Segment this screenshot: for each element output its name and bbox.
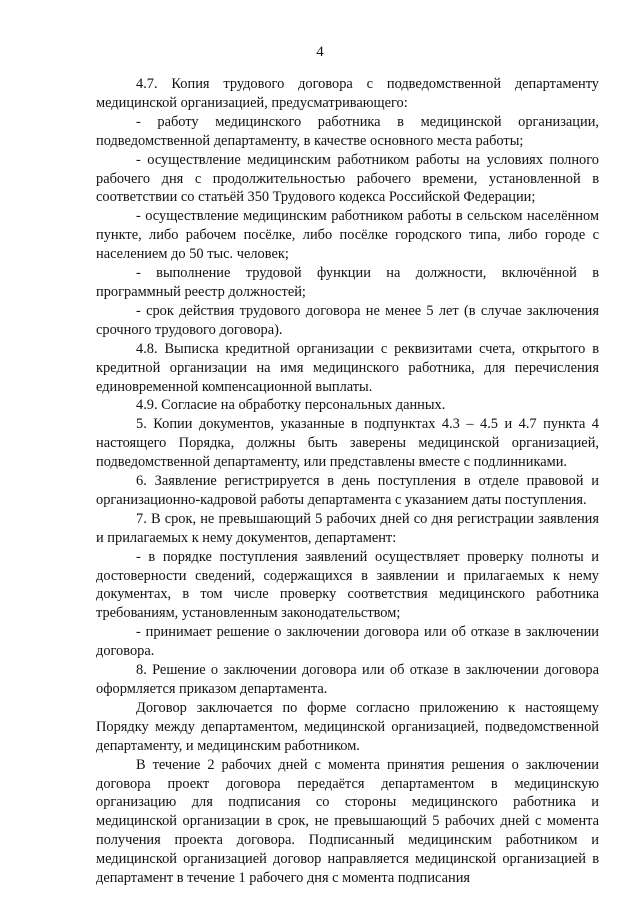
paragraph-7: 7. В срок, не превышающий 5 рабочих дней со дня регистрации заявления и прилагаемых к нему документов, департамент: (96, 510, 599, 546)
paragraph-4-8: 4.8. Выписка кредитной организации с реквизитами счета, открытого в кредитной организации на имя медицинского работника, для перечисления единовременной компенсационной выплаты. (96, 340, 599, 395)
list-item-contract-term: - срок действия трудового договора не менее 5 лет (в случае заключения срочного трудового договора). (96, 302, 599, 338)
paragraph-4-9: 4.9. Согласие на обработку персональных данных. (136, 397, 446, 414)
list-item-program-registry: - выполнение трудовой функции на должности, включённой в программный реестр должностей; (96, 265, 599, 300)
paragraph-4-7: 4.7. Копия трудового договора с подведомственной департаменту медицинской организацией, предусматривающего: (96, 76, 599, 111)
document-body (96, 75, 599, 888)
list-item-main-workplace: - работу медицинского работника в медицинской организации, подведомственной департаменту, в качестве основного места работы; (96, 113, 599, 149)
list-item-verification: - в порядке поступления заявлений осуществляет проверку полноты и достоверности сведений, содержащихся в заявлении и прилагаемых к нему документах, в том числе проверку соответствия медицинского работника требованиям, установленным законодательством; (96, 548, 599, 622)
paragraph-contract-timeline: В течение 2 рабочих дней с момента принятия решения о заключении договора проект договора передаётся департаментом в медицинскую организацию для подписания со стороны медицинского работника и медицинской организации в срок, не превышающий 5 рабочих дней с момента получения проекта договора. Подписанный медицинским работником и медицинской организацией договор направляется медицинской организацией в департамент в течение 1 рабочего дня с момента подписания (96, 756, 599, 887)
list-item-decision: - принимает решение о заключении договора или об отказе в заключении договора. (96, 624, 599, 660)
paragraph-8: 8. Решение о заключении договора или об отказе в заключении договора оформляется приказом департамента. (96, 662, 599, 697)
list-item-rural-settlement: - осуществление медицинским работником работы в сельском населённом пункте, либо рабочем посёлке, либо посёлке городского типа, либо городе с населением до 50 тыс. человек; (96, 208, 599, 263)
paragraph-contract-form: Договор заключается по форме согласно приложению к настоящему Порядку между департаментом, медицинской организацией, подведомственной департаменту, и медицинским работником. (96, 699, 599, 754)
paragraph-5: 5. Копии документов, указанные в подпунктах 4.3 – 4.5 и 4.7 пункта 4 настоящего Порядка, должны быть заверены медицинской организацией, подведомственной департаменту, или представлены вместе с подлинниками. (96, 416, 599, 471)
list-item-full-workday: - осуществление медицинским работником работы на условиях полного рабочего дня с продолжительностью рабочего времени, установленной в соответствии со статьёй 350 Трудового кодекса Российской Федерации; (96, 151, 599, 206)
paragraph-6: 6. Заявление регистрируется в день поступления в отделе правовой и организационно-кадровой работы департамента с указанием даты поступления. (96, 473, 599, 508)
page-number: 4 (316, 44, 324, 60)
